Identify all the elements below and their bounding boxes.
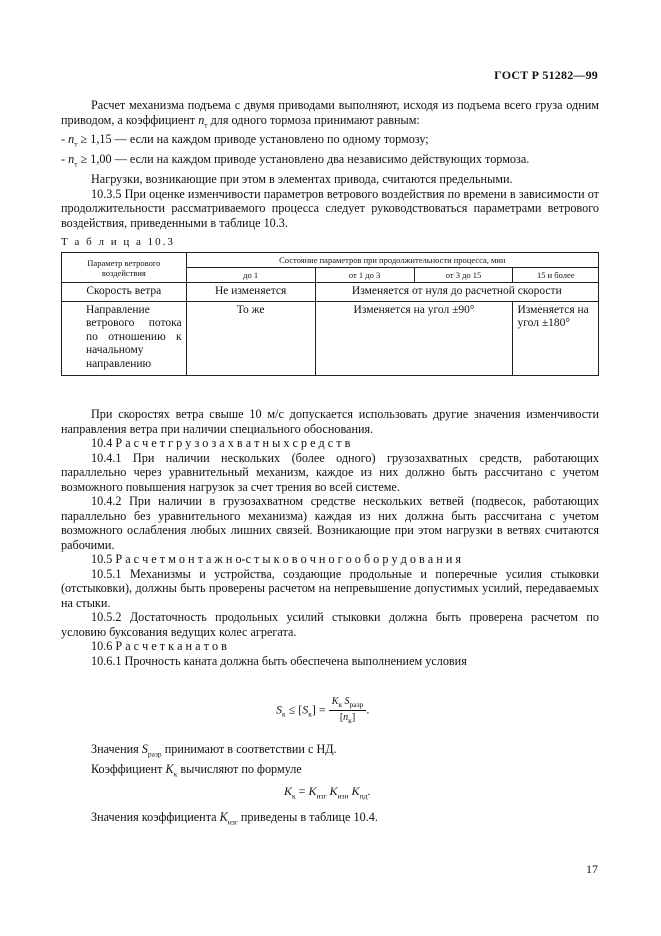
text-block-lower xyxy=(61,742,599,782)
header-col-4: 15 и более xyxy=(513,268,599,283)
paragraph-k-bend: Значения коэффициента $K_{изг}$ приведены в таблице 10.4. xyxy=(91,810,378,827)
section-heading-10-5: 10.5 Р а с ч е т м о н т а ж н о-с т ы к о в о ч н о г о о б о р у д о в а н и я xyxy=(91,552,461,566)
paragraph-10-5-1: 10.5.1 Механизмы и устройства, создающие продольные и поперечные усилия стыковки (отстыковки), должны быть проверены расчетом на непревышение допустимых усилий, передаваемых на стыки. xyxy=(61,566,599,610)
paragraph-limit-loads: Нагрузки, возникающие при этом в элементах привода, считаются предельными. xyxy=(91,172,513,187)
row-wind-direction-c1: То же xyxy=(186,301,315,376)
row-wind-speed-c1: Не изменяется xyxy=(186,283,315,302)
paragraph-10-6-1: 10.6.1 Прочность каната должна быть обеспечена выполнением условия xyxy=(91,653,467,668)
paragraph-wind-speed: При скоростях ветра свыше 10 м/с допускается использовать другие значения изменчивости направления ветра при наличии специального обоснования. xyxy=(61,407,599,436)
row-wind-speed-name: Скорость ветра xyxy=(62,283,187,302)
paragraph-10-3-5: 10.3.5 При оценке изменчивости параметров ветрового воздействия по времени в зависимости от продолжительности рассматриваемого процесса следует руководствоваться параметрами ветрового воздействия, приведенными в таблице 10.3. xyxy=(61,186,599,230)
list-item-one-brake: - $n_т \ge 1,15$ — если на каждом приводе установлено по одному тормозу; xyxy=(61,132,429,149)
header-state: Состояние параметров при продолжительности процесса, мин xyxy=(186,253,598,268)
text-block-top xyxy=(61,98,599,230)
row-wind-speed-c2: Изменяется от нуля до расчетной скорости xyxy=(315,283,598,302)
row-wind-direction-name: Направление ветрового потока по отношению к начальному направлению xyxy=(62,301,187,376)
document-header: ГОСТ Р 51282—99 xyxy=(494,68,598,82)
header-col-1: до 1 xyxy=(186,268,315,283)
paragraph-10-4-2: 10.4.2 При наличии в грузозахватном средстве нескольких ветвей (подвесок, работающих параллельно без уравнительного механизма) каждая из них должна быть рассчитана с учетом возможного ослабления любых лишних связей. Возникающие при этом нагрузки в ветвях считаются рабочими. xyxy=(61,494,599,552)
page-number: 17 xyxy=(586,862,598,876)
text-block-bottom xyxy=(61,810,599,830)
text-block-middle xyxy=(61,407,599,668)
formula-k-product: $K_к = K_{изг}$ $K_{изн}$ $K_{пд}$. xyxy=(284,784,371,801)
paragraph-s-break: Значения $S_{разр}$ принимают в соответствии с НД. xyxy=(91,742,337,759)
wind-parameters-table xyxy=(61,252,599,376)
paragraph-10-5-2: 10.5.2 Достаточность продольных усилий стыковки должна быть проверена расчетом по условию буксования ведущих колес агрегата. xyxy=(61,610,599,639)
header-parameter: Параметр ветрового воздействия xyxy=(62,253,187,283)
table-caption: Т а б л и ц а 10.3 xyxy=(61,236,175,248)
row-wind-direction-c3: Изменяется на угол ±180° xyxy=(513,301,599,376)
paragraph-two-drives: Расчет механизма подъема с двумя приводами выполняют, исходя из подъема всего груза одним приводом, а коэффициент $n_т$ для одного тормоза принимают равным: xyxy=(61,98,599,129)
section-heading-10-6: 10.6 Р а с ч е т к а н а т о в xyxy=(91,639,227,653)
paragraph-k-coefficient: Коэффициент $K_к$ вычисляют по формуле xyxy=(91,761,302,779)
formula-fraction: $\frac{K_к S_{разр}}{[n_к]}$ xyxy=(329,696,367,725)
row-wind-direction-c2: Изменяется на угол ±90° xyxy=(315,301,513,376)
list-item-two-brakes: - $n_т \ge 1,00$ — если на каждом приводе установлено два независимо действующих тормоза. xyxy=(61,152,530,169)
section-heading-10-4: 10.4 Р а с ч е т г р у з о з а х в а т н ы х с р е д с т в xyxy=(91,436,351,450)
formula-rope-strength: $S_к \le [S_к]$ = $\frac{K_к S_{разр}}{[n_к]}$ . xyxy=(276,696,370,725)
header-col-2: от 1 до 3 xyxy=(315,268,414,283)
header-col-3: от 3 до 15 xyxy=(414,268,513,283)
paragraph-10-4-1: 10.4.1 При наличии нескольких (более одного) грузозахватных средств, работающих параллельно через уравнительный механизм, каждое из них должно быть рассчитано с учетом возможного повышения нагрузок за счет трения во всей системе. xyxy=(61,450,599,494)
